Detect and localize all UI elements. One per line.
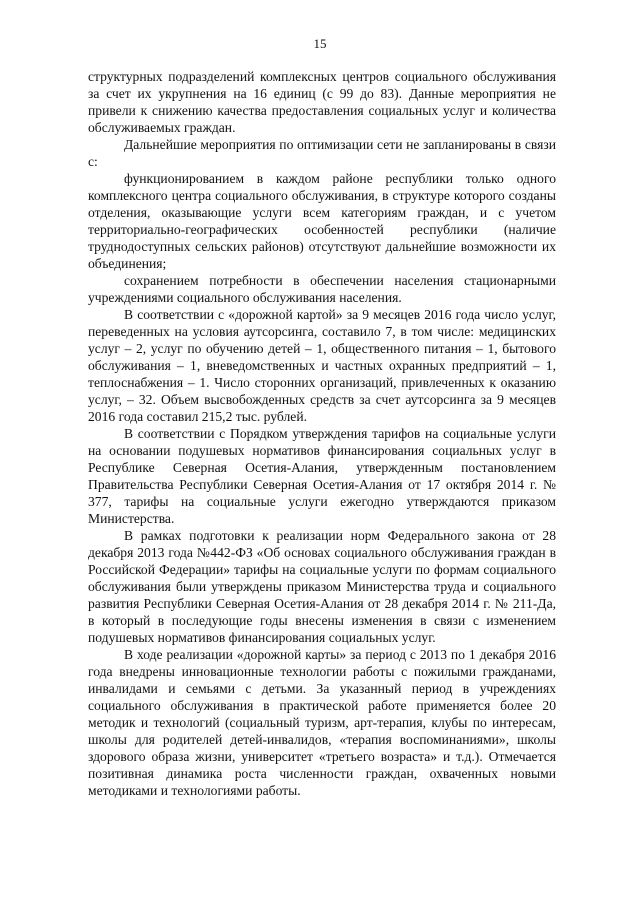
paragraph-1: структурных подразделений комплексных центров социального обслуживания за счет их укрупнения на 16 единиц (с 99 до 83). Данные мероприятия не привели к снижению качества предоставления социальных услуг и количества обслуживаемых граждан.	[88, 69, 556, 135]
paragraph-4: сохранением потребности в обеспечении населения стационарными учреждениями социального обслуживания населения.	[88, 273, 556, 305]
page-number: 15	[313, 36, 327, 51]
paragraph-2: Дальнейшие мероприятия по оптимизации сети не запланированы в связи с:	[88, 137, 556, 169]
paragraph-3: функционированием в каждом районе республики только одного комплексного центра социального обслуживания, в структуре которого созданы отделения, оказывающие услуги всем категориям граждан, и с учетом территориально-географических особенностей республики (наличие труднодоступных сельских районов) отсутствуют дальнейшие возможности их объединения;	[88, 171, 556, 271]
paragraph-8: В ходе реализации «дорожной карты» за период с 2013 по 1 декабря 2016 года внедрены инновационные технологии работы с пожилыми гражданами, инвалидами и семьями с детьми. За указанный период в учреждениях социального обслуживания в практической работе применяется более 20 методик и технологий (социальный туризм, арт-терапия, клубы по интересам, школы для родителей детей-инвалидов, «терапия воспоминаниями», школы здорового образа жизни, университет «третьего возраста» и т.д.). Отмечается позитивная динамика роста численности граждан, охваченных новыми методиками и технологиями работы.	[88, 647, 556, 798]
paragraph-7: В рамках подготовки к реализации норм Федерального закона от 28 декабря 2013 года №442-ФЗ «Об основах социального обслуживания граждан в Российской Федерации» тарифы на социальные услуги по формам социального обслуживания были утверждены приказом Министерства труда и социального развития Республики Северная Осетия-Алания от 28 декабря 2014 г. № 211-Да, в который в последующие годы внесены изменения в связи с изменением подушевых нормативов финансирования социальных услуг.	[88, 528, 556, 645]
document-body	[88, 68, 556, 799]
paragraph-6: В соответствии с Порядком утверждения тарифов на социальные услуги на основании подушевых нормативов финансирования социальных услуг в Республике Северная Осетия-Алания, утвержденным постановлением Правительства Республики Северная Осетия-Алания от 17 октября 2014 г. № 377, тарифы на социальные услуги ежегодно утверждаются приказом Министерства.	[88, 426, 556, 526]
paragraph-5: В соответствии с «дорожной картой» за 9 месяцев 2016 года число услуг, переведенных на условия аутсорсинга, составило 7, в том числе: медицинских услуг – 2, услуг по обучению детей – 1, общественного питания – 1, бытового обслуживания – 1, вневедомственных и частных охранных предприятий – 1, теплоснабжения – 1. Число сторонних организаций, привлеченных к оказанию услуг, – 32. Объем высвобожденных средств за счет аутсорсинга за 9 месяцев 2016 года составил 215,2 тыс. рублей.	[88, 307, 556, 424]
